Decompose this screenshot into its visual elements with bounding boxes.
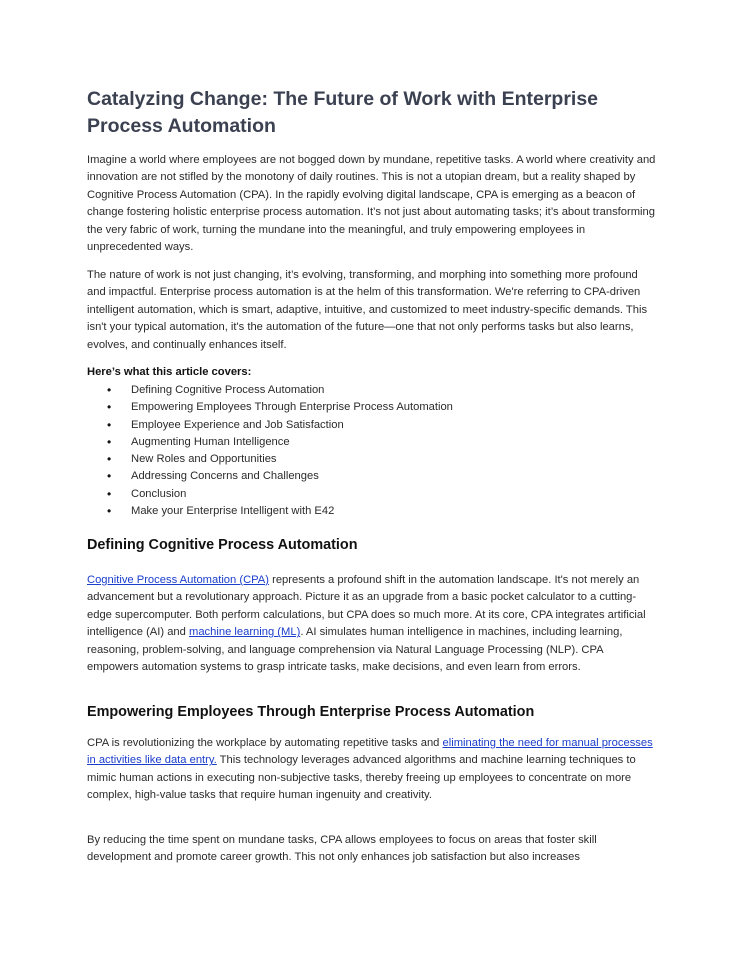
page-title: Catalyzing Change: The Future of Work with Enterprise Process Automation (87, 88, 599, 137)
list-item: • Conclusion (87, 486, 453, 503)
list-item: • New Roles and Opportunities (87, 451, 453, 468)
section-heading-defining-cpa: Defining Cognitive Process Automation (87, 537, 358, 553)
list-item: • Addressing Concerns and Challenges (87, 468, 453, 485)
list-item: • Make your Enterprise Intelligent with E42 (87, 503, 453, 520)
section1-text-2: . AI simulates human intelligence in machines, including learning, reasoning, problem-solving, and language comprehension via Natural Language Processing (NLP). CPA empowers automation systems to grasp intricate tasks, make decisions, and even learn from errors. (87, 626, 623, 674)
section2-paragraph-2: By reducing the time spent on mundane tasks, CPA allows employees to focus on areas that foster skill development and promote career growth. This not only enhances job satisfaction but also increases (87, 834, 597, 864)
intro-paragraph-1: Imagine a world where employees are not bogged down by mundane, repetitive tasks. A world where creativity and innovation are not stifled by the monotony of daily routines. This is not a utopian dream, but a reality shaped by Cognitive Process Automation (CPA). In the rapidly evolving digital landscape, CPA is emerging as a beacon of change fostering holistic enterprise process automation. It’s not just about automating tasks; it’s about transforming the very fabric of work, turning the mundane into the meaningful, and truly empowering employees in unprecedented ways. (87, 154, 656, 254)
list-item: • Employee Experience and Job Satisfaction (87, 417, 453, 434)
section2-text-1: CPA is revolutionizing the workplace by automating repetitive tasks and (87, 737, 443, 749)
section1-text-1: represents a profound shift in the automation landscape. It's not merely an advancement but a revolutionary approach. Picture it as an upgrade from a basic pocket calculator to a cutting-edge supercomputer. Both perform calculations, but CPA does so much more. At its core, CPA integrates artificial intelligence (AI) and (87, 574, 646, 639)
section2-text-2: This technology leverages advanced algorithms and machine learning techniques to mimic human actions in executing non-subjective tasks, thereby freeing up employees to concentrate on more complex, high-value tasks that require human ingenuity and creativity. (87, 754, 636, 802)
section2-paragraph-1 (87, 735, 657, 805)
covers-list (87, 382, 453, 520)
machine-learning-link[interactable]: machine learning (ML) (189, 626, 301, 639)
cpa-link[interactable]: Cognitive Process Automation (CPA) (87, 574, 269, 586)
list-item: • Defining Cognitive Process Automation (87, 382, 453, 399)
data-entry-link[interactable]: eliminating the need for manual processes in activities like data entry. (87, 737, 653, 767)
section-heading-empowering-employees: Empowering Employees Through Enterprise Process Automation (87, 704, 535, 720)
list-item: • Empowering Employees Through Enterprise Process Automation (87, 399, 453, 416)
intro-paragraph-2: The nature of work is not just changing, it’s evolving, transforming, and morphing into something more profound and impactful. Enterprise process automation is at the helm of this transformation. We're referring to CPA-driven intelligent automation, which is smart, adaptive, intuitive, and customized to meet industry-specific demands. This isn't your typical automation, it's the automation of the future—one that not only performs tasks but also learns, evolves, and continually enhances itself. (87, 269, 648, 351)
covers-heading: Here’s what this article covers: (87, 366, 252, 378)
section1-paragraph (87, 572, 657, 676)
list-item: • Augmenting Human Intelligence (87, 434, 453, 451)
